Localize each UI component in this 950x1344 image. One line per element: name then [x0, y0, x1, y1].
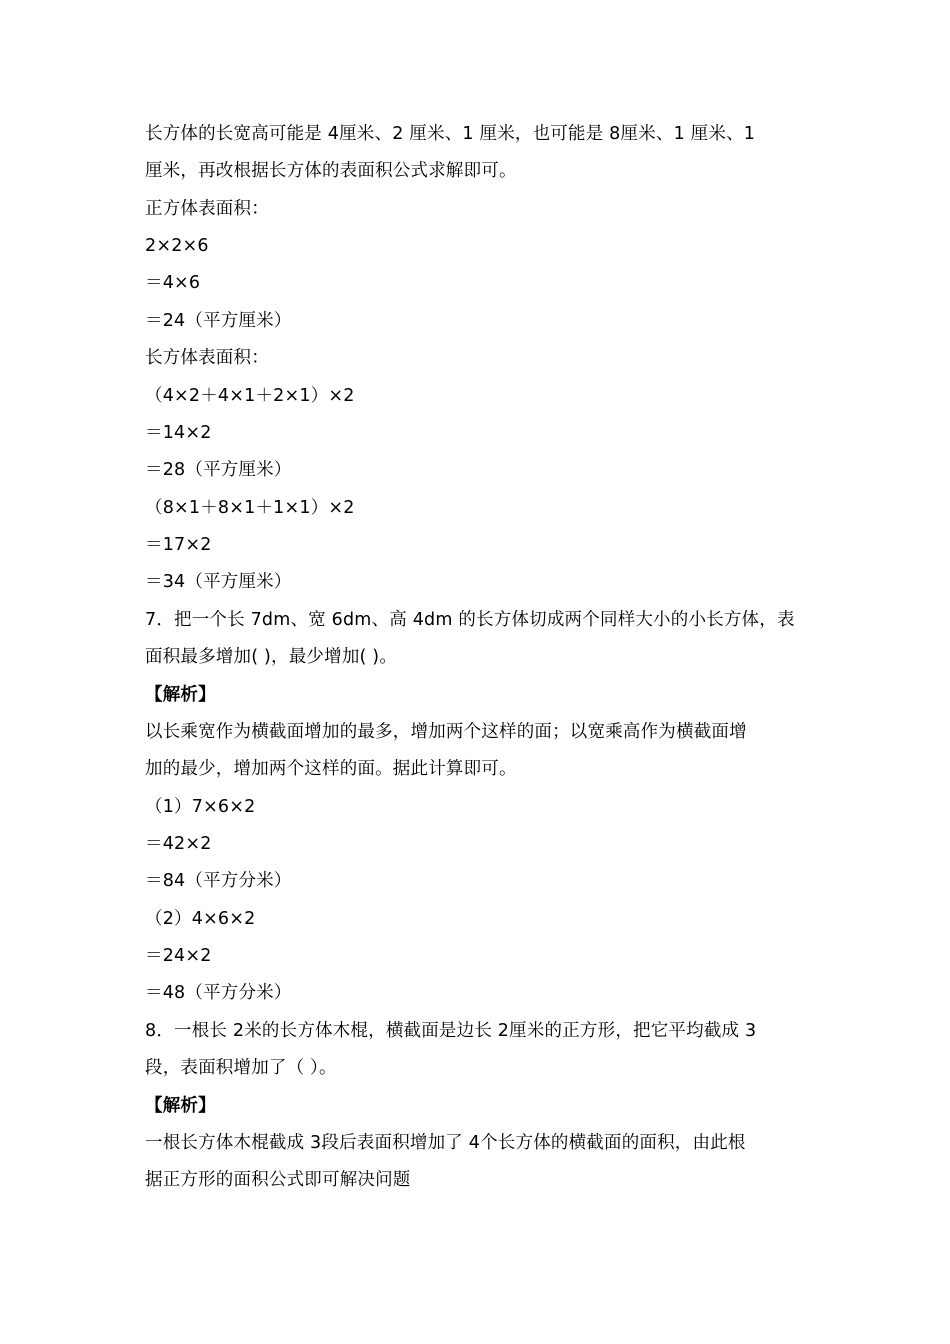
text-line: 长方体的长宽高可能是 4厘米、2 厘米、1 厘米，也可能是 8厘米、1 厘米、1 — [145, 124, 756, 144]
question-line: 面积最多增加( )，最少增加( )。 — [145, 647, 398, 667]
question-line: 7．把一个长 7dm、宽 6dm、高 4dm 的长方体切成两个同样大小的小长方体，表 — [145, 610, 795, 630]
text-line: 据正方形的面积公式即可解决问题 — [145, 1170, 411, 1190]
math-line: ＝24（平方厘米） — [145, 311, 292, 331]
text-line: 一根长方体木棍截成 3段后表面积增加了 4个长方体的横截面的面积，由此根 — [145, 1133, 746, 1153]
math-line: ＝48（平方分米） — [145, 983, 292, 1003]
math-line: ＝17×2 — [145, 535, 212, 555]
math-line: ＝84（平方分米） — [145, 871, 292, 891]
math-line: ＝14×2 — [145, 423, 212, 443]
math-line: ＝24×2 — [145, 946, 212, 966]
question-line: 段，表面积增加了（ ）。 — [145, 1058, 337, 1078]
analysis-heading: 【解析】 — [145, 1096, 216, 1116]
math-line: ＝34（平方厘米） — [145, 572, 292, 592]
math-line: 2×2×6 — [145, 236, 209, 256]
math-line: ＝28（平方厘米） — [145, 460, 292, 480]
question-line: 8．一根长 2米的长方体木棍，横截面是边长 2厘米的正方形，把它平均截成 3 — [145, 1021, 757, 1041]
text-line: 以长乘宽作为横截面增加的最多，增加两个这样的面；以宽乘高作为横截面增 — [145, 722, 747, 742]
text-line: 长方体表面积： — [145, 348, 269, 368]
text-line: 正方体表面积： — [145, 199, 269, 219]
math-line: （8×1＋8×1＋1×1）×2 — [145, 498, 355, 518]
math-line: ＝42×2 — [145, 834, 212, 854]
text-line: 加的最少，增加两个这样的面。据此计算即可。 — [145, 759, 517, 779]
text-line: 厘米，再改根据长方体的表面积公式求解即可。 — [145, 161, 517, 181]
math-line: （1）7×6×2 — [145, 797, 256, 817]
analysis-heading: 【解析】 — [145, 685, 216, 705]
math-line: ＝4×6 — [145, 273, 201, 293]
math-line: （2）4×6×2 — [145, 909, 256, 929]
math-line: （4×2＋4×1＋2×1）×2 — [145, 386, 355, 406]
